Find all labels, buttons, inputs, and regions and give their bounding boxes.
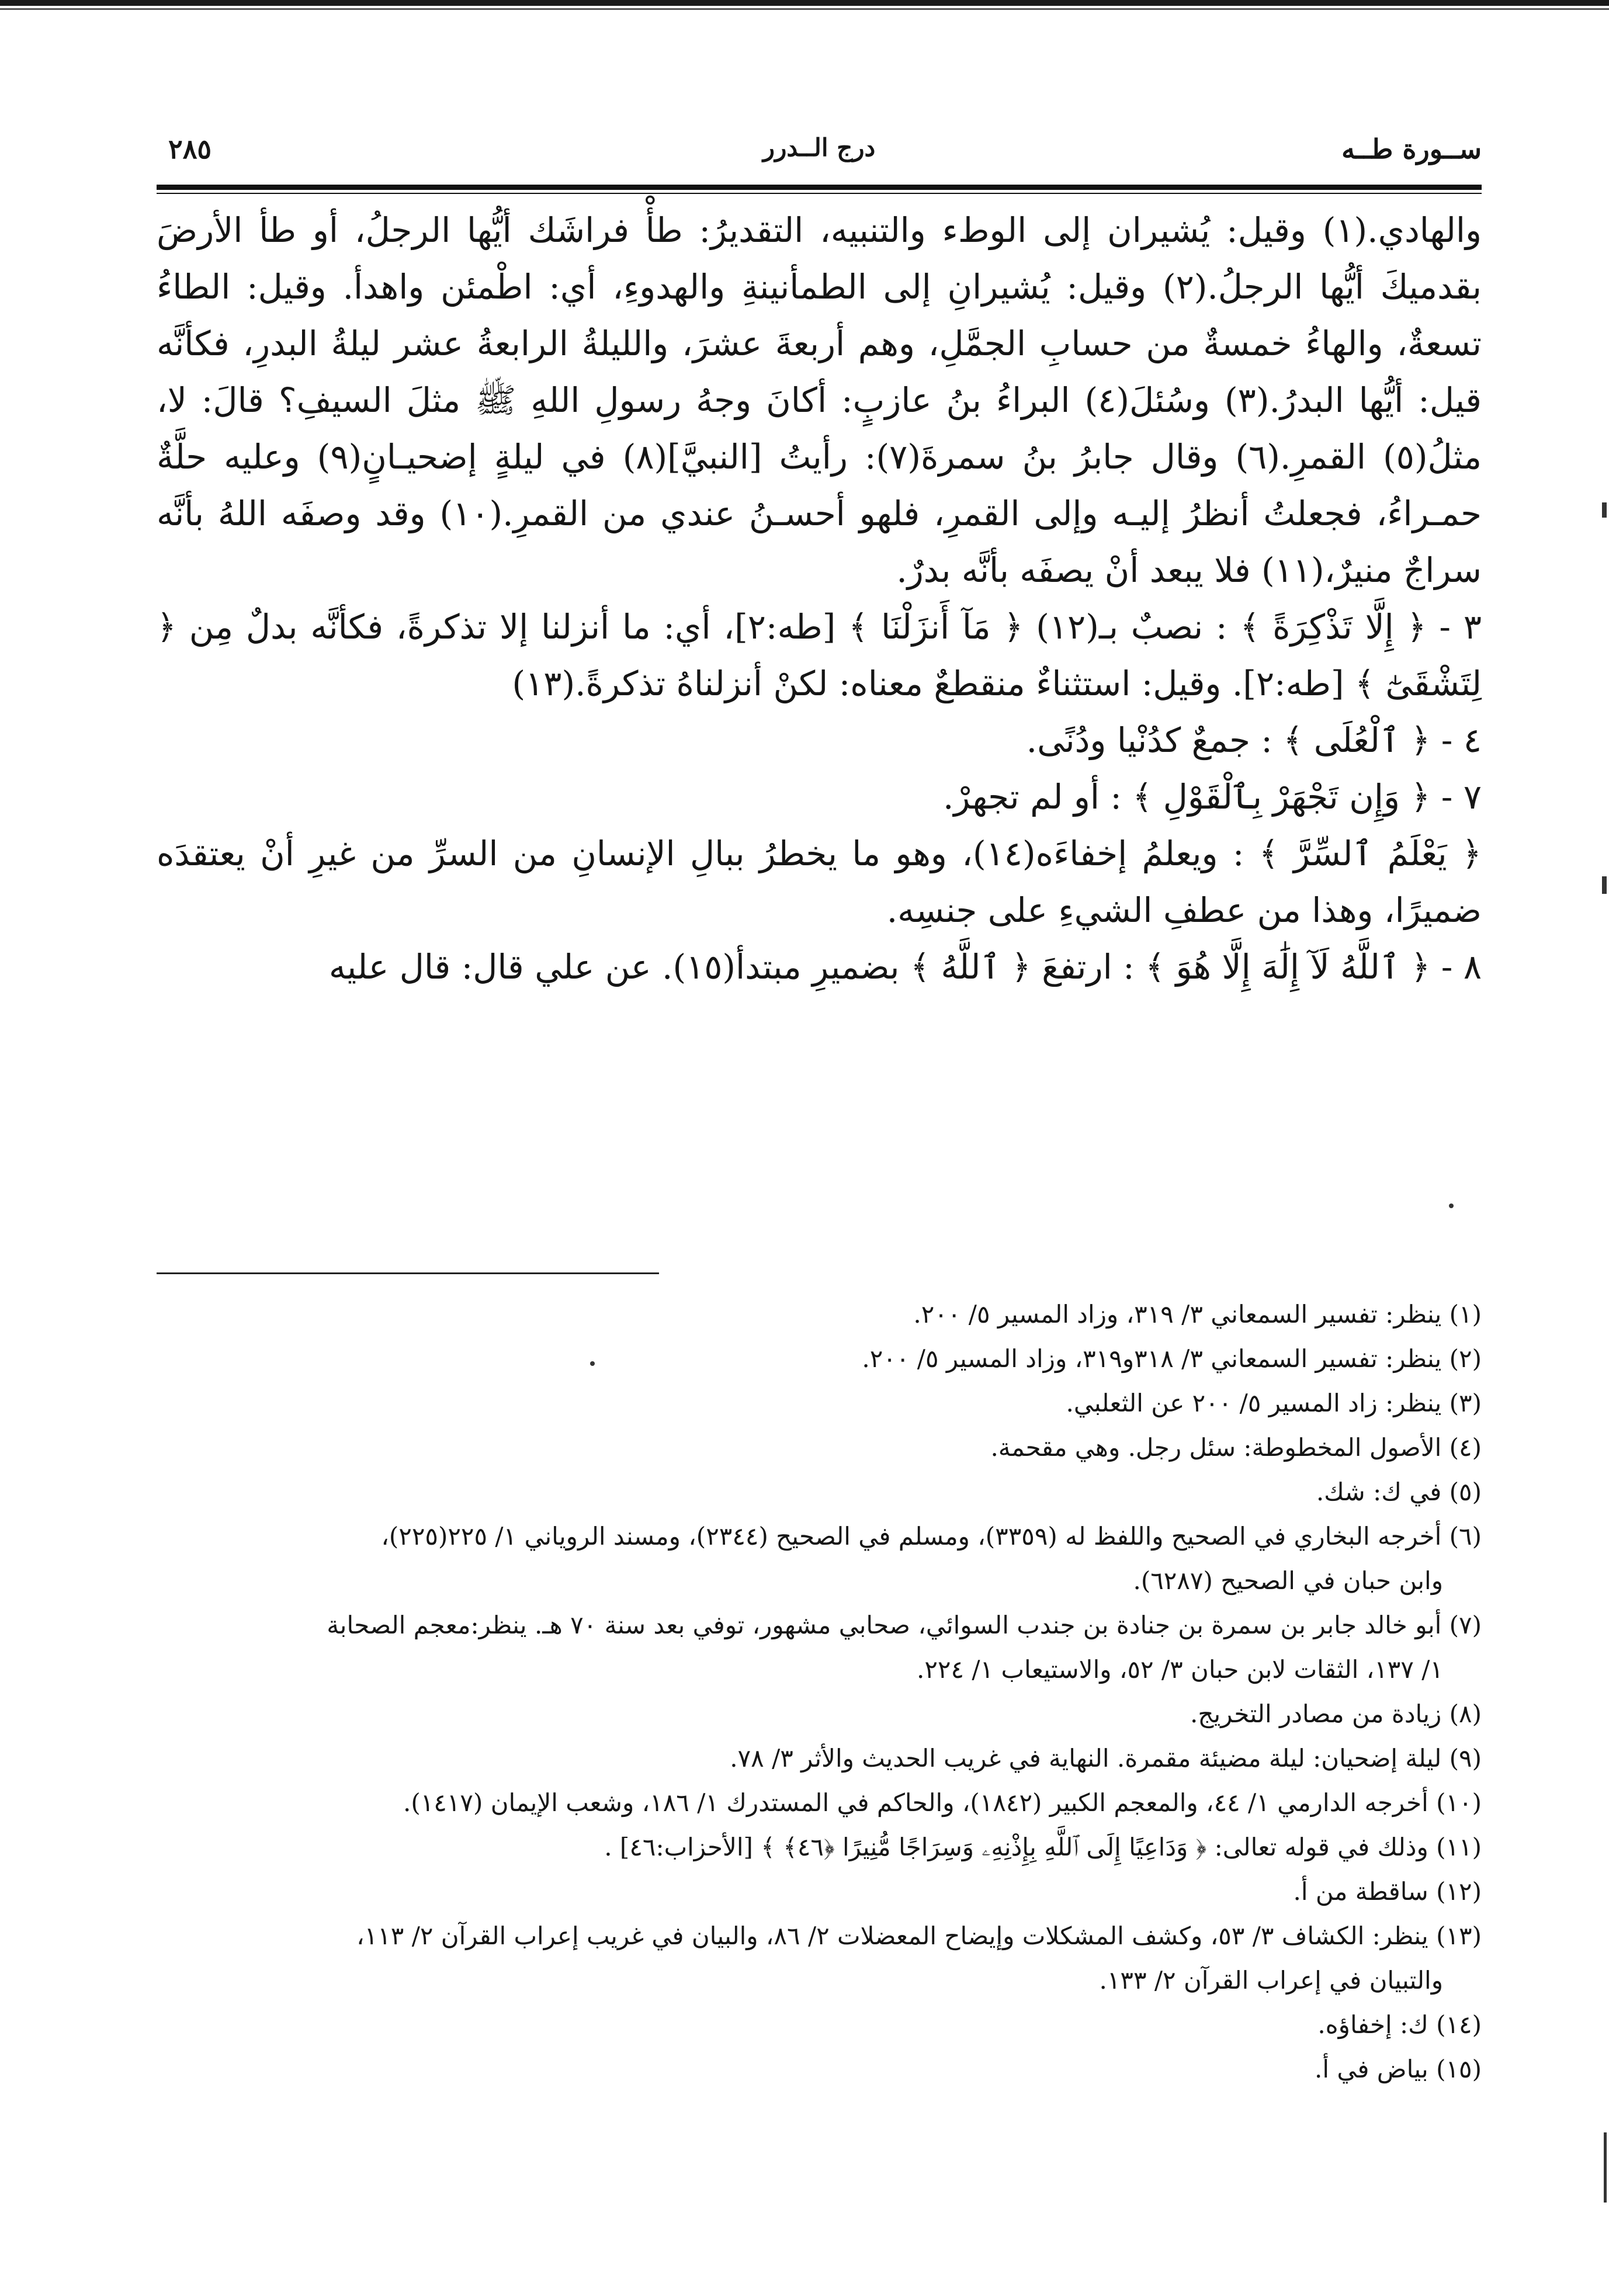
footnote: (١١) وذلك في قوله تعالى: ﴿ وَدَاعِيًا إِلَى ٱللَّهِ بِإِذْنِهِۦ وَسِرَاجًا مُّنِيرًا ﴿٤٦﴾ ﴾ [الأحزاب:٤٦] . bbox=[604, 1833, 1482, 1861]
scan-top-border-line bbox=[0, 8, 1609, 10]
footnote: (١٠) أخرجه الدارمي ١/ ٤٤، والمعجم الكبير (١٨٤٢)، والحاكم في المستدرك ١/ ١٨٦، وشعب الإيمان (١٤١٧). bbox=[403, 1788, 1482, 1817]
paragraph-verse-3: ٣ - ﴿ إِلَّا تَذْكِرَةً ﴾ : نصبٌ بـ(١٢) ﴿ مَآ أَنزَلْنَا ﴾ [طه:٢]، أي: ما أنزلنا إلا تذكرةً، فكأنَّه بدلٌ مِن ﴿ لِتَشْقَىٰٓ ﴾ [طه:٢]. وقيل: استثناءٌ منقطعٌ معناه: لكنْ أنزلناهُ تذكرةً.(١٣) bbox=[157, 607, 1482, 703]
scan-speck bbox=[1449, 1204, 1454, 1208]
footnote-separator bbox=[157, 1272, 659, 1274]
paragraph-secret: ﴿ يَعْلَمُ ٱلسِّرَّ ﴾ : ويعلمُ إخفاءَه(١٤)، وهو ما يخطرُ ببالِ الإنسانِ من السرِّ من غيرِ أنْ يعتقدَه ضميرًا، وهذا من عطفِ الشيءِ على جنسِه. bbox=[157, 834, 1482, 930]
scan-right-edge-marks bbox=[1591, 0, 1609, 2296]
footnote: (١٢) ساقطة من أ. bbox=[1293, 1877, 1482, 1906]
footnote: (١٤) ك: إخفاؤه. bbox=[1317, 2010, 1482, 2039]
main-text bbox=[157, 202, 1482, 996]
paragraph-surah-letters: والهادي.(١) وقيل: يُشيران إلى الوطء والتنبيه، التقديرُ: طأْ فراشَك أيُّها الرجلُ، أو طأ الأرضَ بقدميكَ أيُّها الرجلُ.(٢) وقيل: يُشيرانِ إلى الطمأنينةِ والهدوءِ، أي: اطْمئن واهدأ. وقيل: الطاءُ تسعةٌ، والهاءُ خمسةٌ من حسابِ الجمَّلِ، وهم أربعةَ عشرَ، والليلةُ الرابعةُ عشر ليلةُ البدرِ، فكأنَّه قيل: أيُّها البدرُ.(٣) وسُئلَ(٤) البراءُ بنُ عازبٍ: أكانَ وجهُ رسولِ اللهِ ﷺ مثلَ السيفِ؟ قالَ: لا، مثلُ(٥) القمرِ.(٦) وقال جابرُ بنُ سمرةَ(٧): رأيتُ [النبيَّ](٨) في ليلةٍ إضحيـانٍ(٩) وعليه حلَّةٌ حمـراءُ، فجعلتُ أنظرُ إليـه وإلى القمرِ، فلهو أحسـنُ عندي من القمرِ.(١٠) وقد وصفَه اللهُ بأنَّه سراجٌ منيرٌ،(١١) فلا يبعد أنْ يصفَه بأنَّه بدرٌ. bbox=[157, 210, 1482, 590]
footnote: (٨) زيادة من مصادر التخريج. bbox=[1190, 1700, 1482, 1728]
page-number: ٢٨٥ bbox=[168, 133, 212, 165]
footnote-continuation: ١/ ١٣٧، الثقات لابن حبان ٣/ ٥٢، والاستيعاب ١/ ٢٢٤. bbox=[917, 1655, 1443, 1684]
surah-title: ســورة طــه bbox=[1341, 133, 1482, 165]
scan-top-border bbox=[0, 0, 1609, 6]
footnote: (٢) ينظر: تفسير السمعاني ٣/ ٣١٨و٣١٩، وزاد المسير ٥/ ٢٠٠. bbox=[862, 1344, 1482, 1373]
running-header bbox=[157, 133, 1482, 180]
book-page bbox=[157, 133, 1482, 2083]
footnote: (٤) الأصول المخطوطة: سئل رجل. وهي مقحمة. bbox=[990, 1433, 1482, 1462]
line-verse-7: ٧ - ﴿ وَإِن تَجْهَرْ بِٱلْقَوْلِ ﴾ : أو لم تجهرْ. bbox=[942, 777, 1482, 817]
footnote: (٦) أخرجه البخاري في الصحيح واللفظ له (٣٣٥٩)، ومسلم في الصحيح (٢٣٤٤)، ومسند الروياني ١/ ٢٢٥(٢٢٥)، bbox=[381, 1522, 1482, 1551]
footnotes bbox=[157, 1292, 1482, 2092]
header-rule-thin bbox=[157, 193, 1482, 194]
book-title: درج الــدرر bbox=[762, 133, 876, 162]
footnote-continuation: والتبيان في إعراب القرآن ٢/ ١٣٣. bbox=[1099, 1966, 1443, 1995]
line-verse-4: ٤ - ﴿ ٱلْعُلَى ﴾ : جمعٌ كدُنْيا ودُنًى. bbox=[1026, 720, 1482, 760]
footnote: (٣) ينظر: زاد المسير ٥/ ٢٠٠ عن الثعلبي. bbox=[1066, 1389, 1482, 1417]
footnote: (١) ينظر: تفسير السمعاني ٣/ ٣١٩، وزاد المسير ٥/ ٢٠٠. bbox=[913, 1300, 1482, 1329]
footnote: (١٥) بياض في أ. bbox=[1315, 2055, 1482, 2083]
footnote: (٧) أبو خالد جابر بن سمرة بن جنادة بن جندب السوائي، صحابي مشهور، توفي بعد سنة ٧٠ هـ. ينظر:معجم الصحابة bbox=[327, 1611, 1482, 1639]
header-rule-thick bbox=[157, 185, 1482, 190]
paragraph-verse-8: ٨ - ﴿ ٱللَّهُ لَآ إِلَٰهَ إِلَّا هُوَ ﴾ : ارتفعَ ﴿ ٱللَّهُ ﴾ بضميرِ مبتدأ(١٥). عن علي قال: قال عليه bbox=[328, 947, 1482, 987]
footnote: (٩) ليلة إضحيان: ليلة مضيئة مقمرة. النهاية في غريب الحديث والأثر ٣/ ٧٨. bbox=[730, 1744, 1482, 1773]
footnote-continuation: وابن حبان في الصحيح (٦٢٨٧). bbox=[1133, 1566, 1443, 1595]
footnote: (٥) في ك: شك. bbox=[1316, 1478, 1482, 1506]
footnote: (١٣) ينظر: الكشاف ٣/ ٥٣، وكشف المشكلات وإيضاح المعضلات ٢/ ٨٦، والبيان في غريب إعراب القرآن ٢/ ١١٣، bbox=[356, 1922, 1482, 1950]
